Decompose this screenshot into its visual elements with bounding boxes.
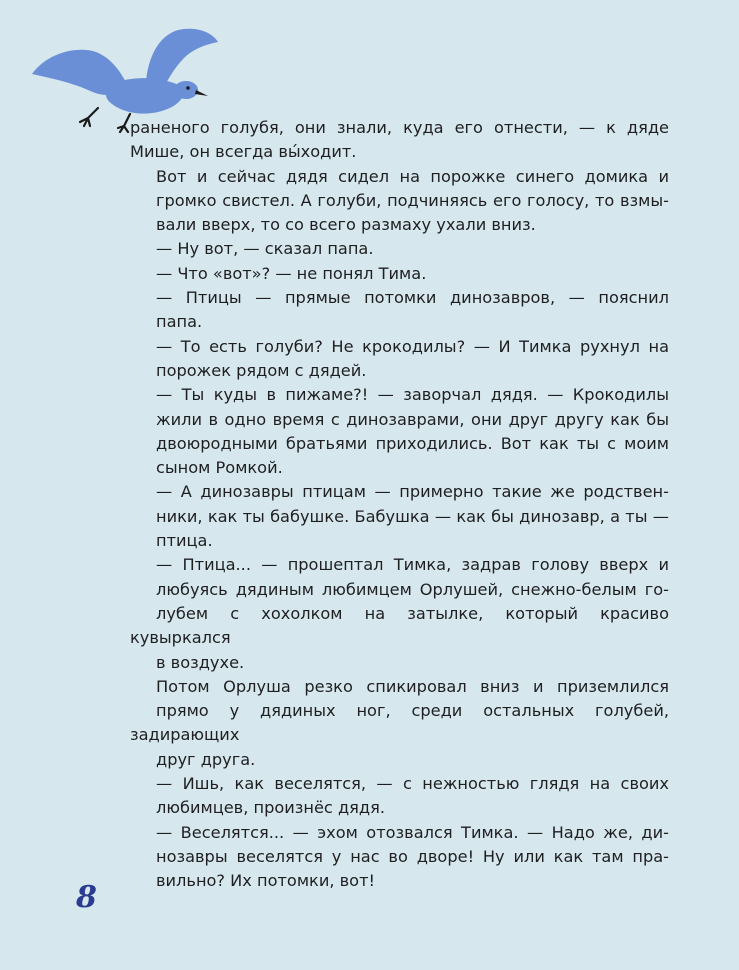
text-line: — Ну вот, — сказал папа. <box>156 239 374 259</box>
paragraph <box>130 262 669 286</box>
pigeon-beak <box>195 90 208 96</box>
text-line: птица. <box>156 531 213 551</box>
pigeon-eye <box>186 86 190 90</box>
pigeon-left-leg <box>80 108 98 126</box>
text-line: Потом Орлуша резко спикировал вниз и приземлился <box>156 676 669 696</box>
text-line: вали вверх, то со всего размаху ухали вниз. <box>156 215 536 235</box>
text-line: лубем с хохолком на затылке, который красиво кувыркался <box>130 603 669 648</box>
paragraph <box>130 553 669 674</box>
text-line: — Ишь, как веселятся, — с нежностью глядя на своих <box>156 774 669 794</box>
text-line: громко свистел. А голуби, подчиняясь его голосу, то взмы- <box>156 190 669 210</box>
text-line: — Птицы — прямые потомки динозавров, — пояснил <box>156 288 669 308</box>
text-line: друг друга. <box>156 749 256 769</box>
text-line: раненого голубя, они знали, куда его отнести, — к дяде <box>130 118 669 137</box>
paragraph <box>130 821 669 894</box>
text-line: нозавры веселятся у нас во дворе! Ну или как там пра- <box>156 846 669 866</box>
paragraph <box>130 772 669 821</box>
pigeon-head <box>174 81 198 99</box>
text-line: вильно? Их потомки, вот! <box>156 871 375 891</box>
story-text <box>130 116 669 894</box>
page-number: 8 <box>76 880 97 915</box>
text-line: двоюродными братьями приходились. Вот как ты с моим <box>156 433 669 453</box>
paragraph <box>130 383 669 480</box>
text-line: — А динозавры птицам — примерно такие же родствен- <box>156 482 669 502</box>
text-line: прямо у дядиных ног, среди остальных голубей, задирающих <box>130 701 669 745</box>
text-line: папа. <box>156 312 203 332</box>
text-line: — Что «вот»? — не понял Тима. <box>156 263 427 283</box>
text-line: любуясь дядиным любимцем Орлушей, снежно-белым го- <box>156 579 669 599</box>
text-line: порожек рядом с дядей. <box>156 360 367 380</box>
pigeon-body <box>106 78 184 114</box>
paragraph <box>130 286 669 335</box>
text-line: любимцев, произнёс дядя. <box>156 798 385 818</box>
pigeon-right-leg <box>118 114 130 132</box>
text-line: сыном Ромкой. <box>156 458 283 478</box>
paragraph <box>130 237 669 261</box>
text-line: — Веселятся... — эхом отозвался Тимка. — Надо же, ди- <box>156 822 669 842</box>
paragraph <box>130 675 669 772</box>
text-line: — Ты куды в пижаме?! — заворчал дядя. — Крокодилы <box>156 385 669 405</box>
paragraph <box>130 116 669 165</box>
paragraph <box>130 165 669 238</box>
text-line: Мише, он всегда вы́ходит. <box>130 142 357 162</box>
text-line: — Птица... — прошептал Тимка, задрав голову вверх и <box>156 555 669 575</box>
paragraph <box>130 335 669 384</box>
text-line: в воздухе. <box>156 652 245 672</box>
text-line: ники, как ты бабушке. Бабушка — как бы динозавр, а ты — <box>156 506 669 526</box>
text-line: — То есть голуби? Не крокодилы? — И Тимка рухнул на <box>156 336 669 356</box>
text-line: Вот и сейчас дядя сидел на порожке синего домика и <box>156 166 669 186</box>
text-line: жили в одно время с динозаврами, они друг другу как бы <box>156 409 669 429</box>
paragraph <box>130 480 669 553</box>
